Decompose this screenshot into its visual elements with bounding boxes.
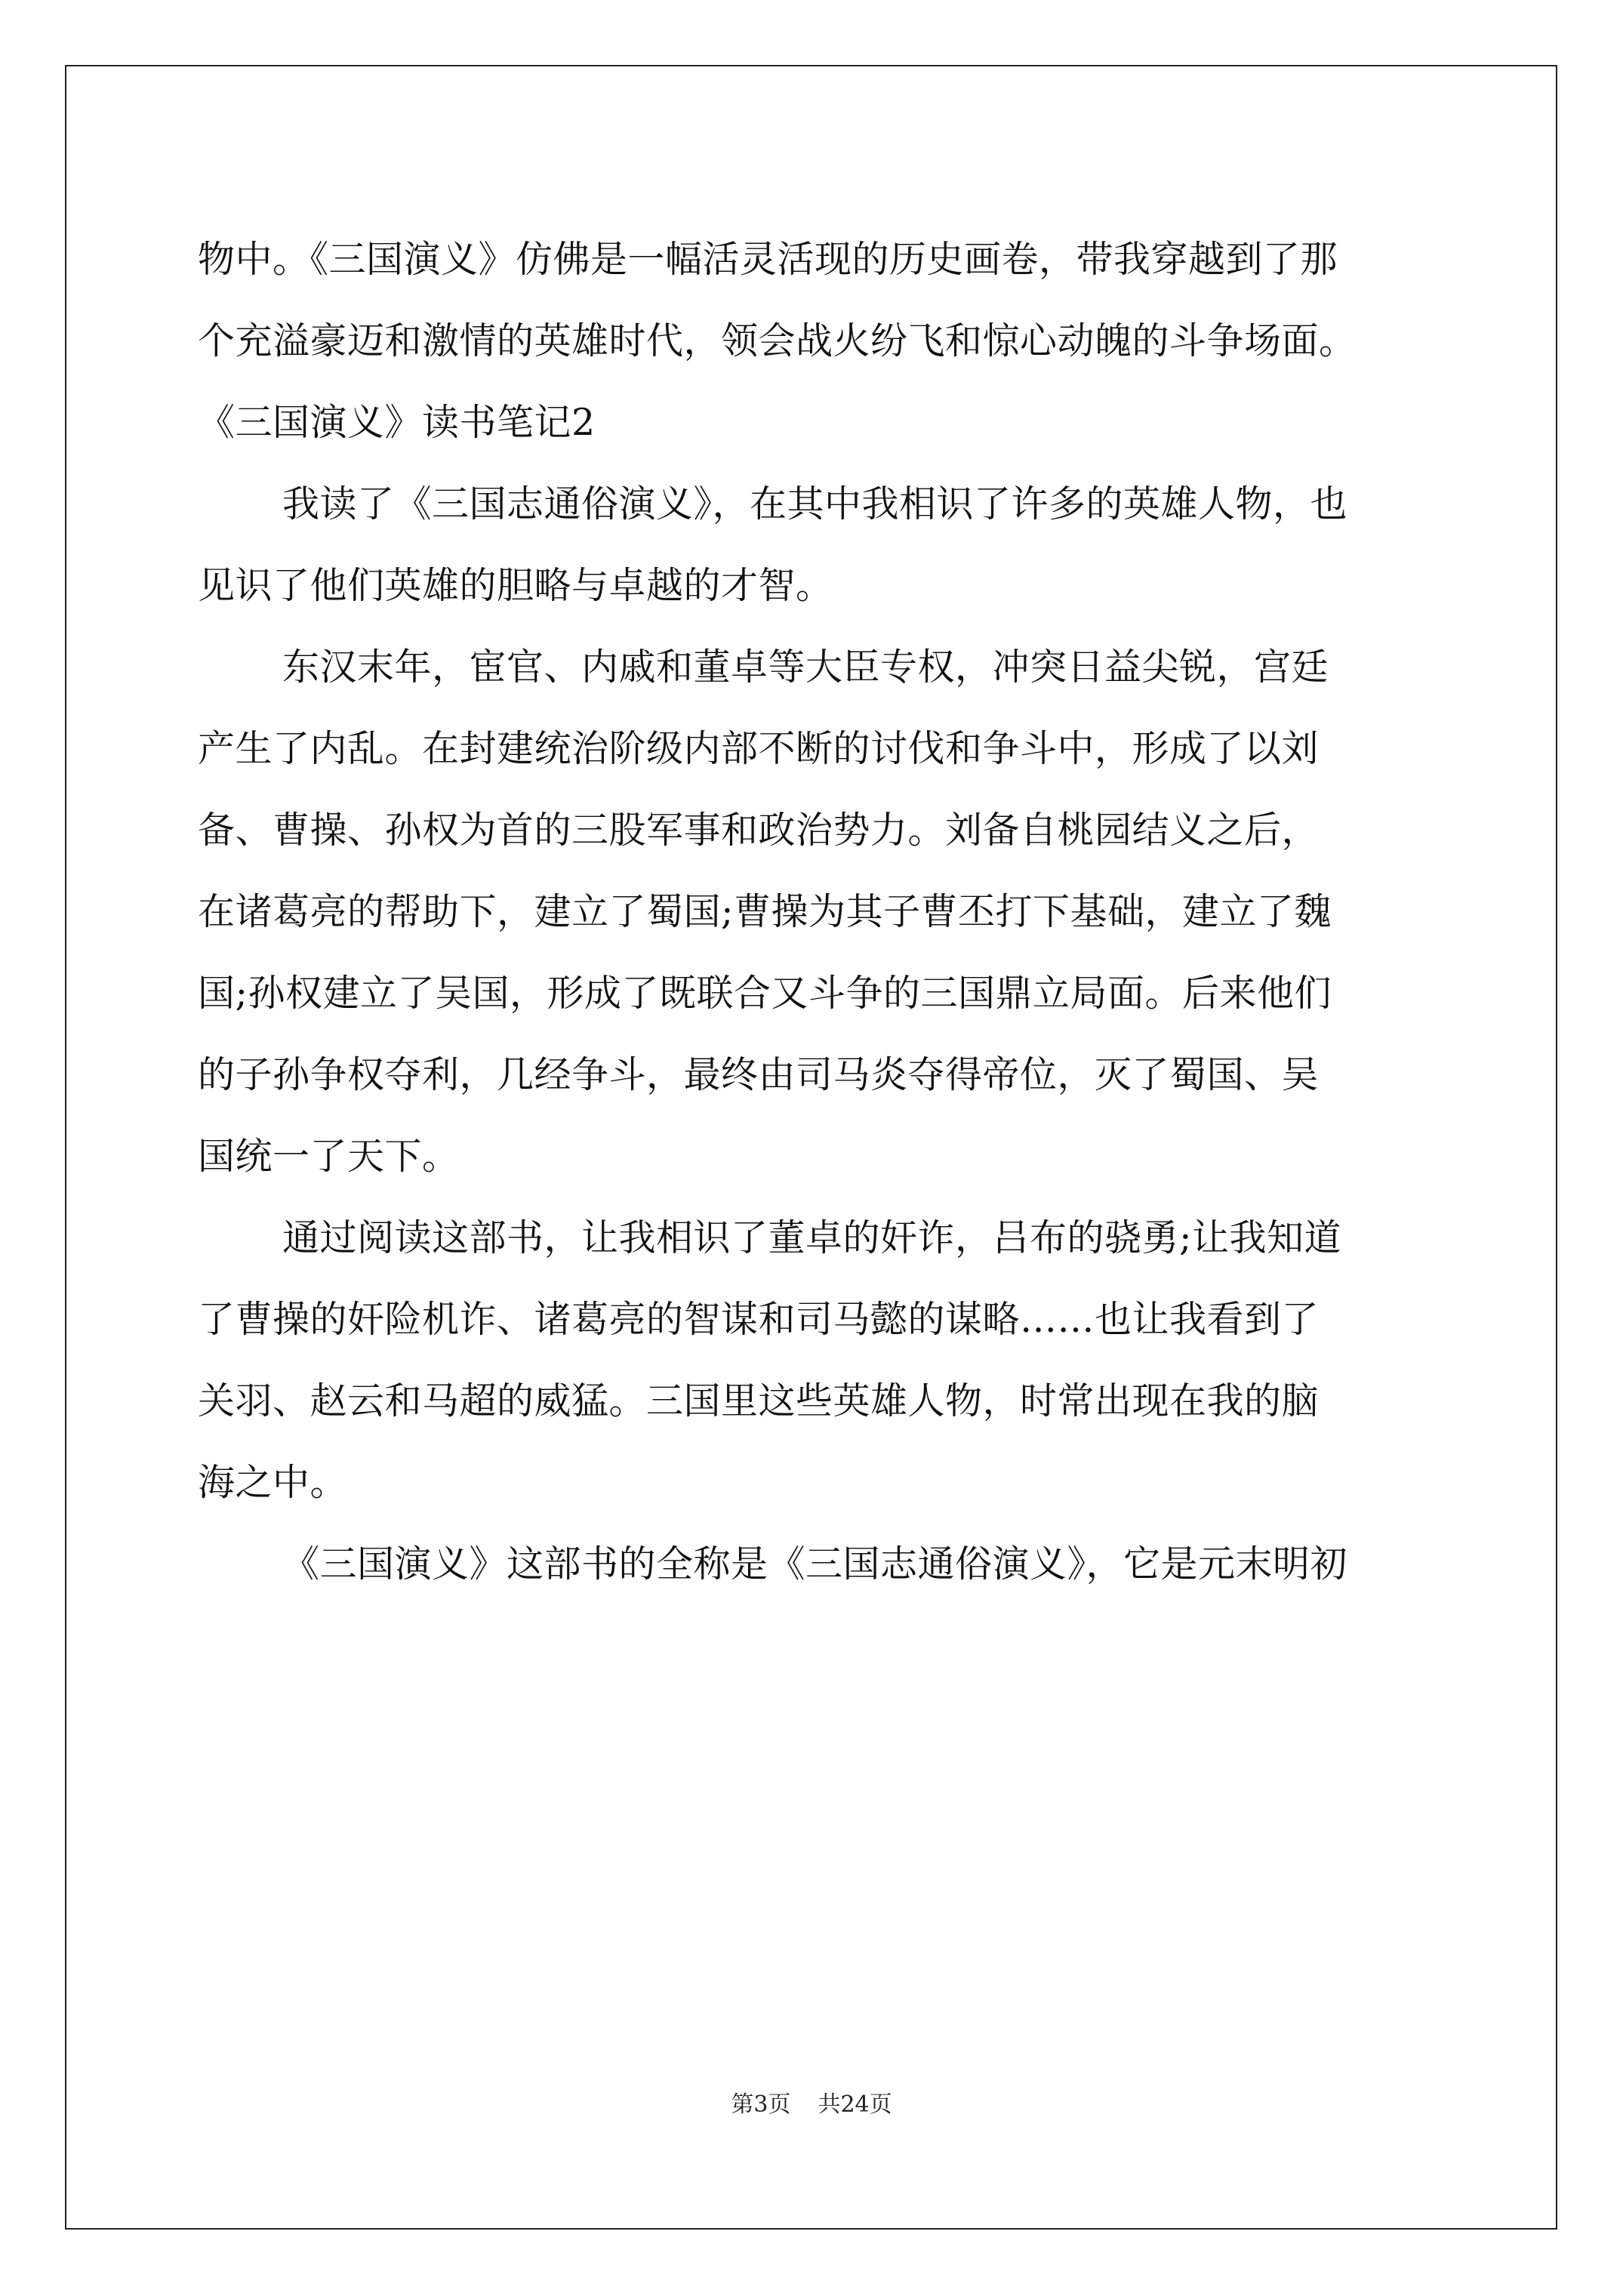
text-line: 关羽、赵云和马超的威猛。三国里这些英雄人物，时常出现在我的脑: [198, 1379, 1320, 1422]
paragraph-start-line: 我读了《三国志通俗演义》，在其中我相识了许多的英雄人物，也: [282, 482, 1348, 525]
text-line: 产生了内乱。在封建统治阶级内部不断的讨伐和争斗中，形成了以刘: [198, 727, 1320, 770]
text-line: 物中。《三国演义》仿佛是一幅活灵活现的历史画卷，带我穿越到了那: [198, 238, 1338, 281]
page-footer: [0, 2090, 1623, 2120]
section-heading: 《三国演义》读书笔记2: [198, 401, 596, 444]
paragraph-start-line: 《三国演义》这部书的全称是《三国志通俗演义》，它是元末明初: [282, 1542, 1348, 1586]
text-line: 海之中。: [198, 1461, 348, 1504]
text-line: 国统一了天下。: [198, 1135, 460, 1178]
text-line: 国;孙权建立了吴国，形成了既联合又斗争的三国鼎立局面。后来他们: [198, 972, 1332, 1015]
text-line: 的子孙争权夺利，几经争斗，最终由司马炎夺得帝位，灭了蜀国、吴: [198, 1053, 1320, 1096]
document-body: [198, 219, 1436, 1605]
page-number: 第3页: [731, 2091, 791, 2118]
text-line: 个充溢豪迈和激情的英雄时代，领会战火纷飞和惊心动魄的斗争场面。: [198, 319, 1357, 362]
paragraph-start-line: 通过阅读这部书，让我相识了董卓的奸诈，吕布的骁勇;让我知道: [282, 1216, 1342, 1259]
text-line: 备、曹操、孙权为首的三股军事和政治势力。刘备自桃园结义之后，: [198, 809, 1320, 852]
text-line: 见识了他们英雄的胆略与卓越的才智。: [198, 564, 833, 607]
text-line: 了曹操的奸险机诈、诸葛亮的智谋和司马懿的谋略……也让我看到了: [198, 1298, 1320, 1341]
text-line: 在诸葛亮的帮助下，建立了蜀国;曹操为其子曹丕打下基础，建立了魏: [198, 890, 1332, 933]
paragraph-start-line: 东汉末年，宦官、内戚和董卓等大臣专权，冲突日益尖锐，宫廷: [282, 646, 1329, 689]
page-total: 共24页: [818, 2091, 892, 2118]
